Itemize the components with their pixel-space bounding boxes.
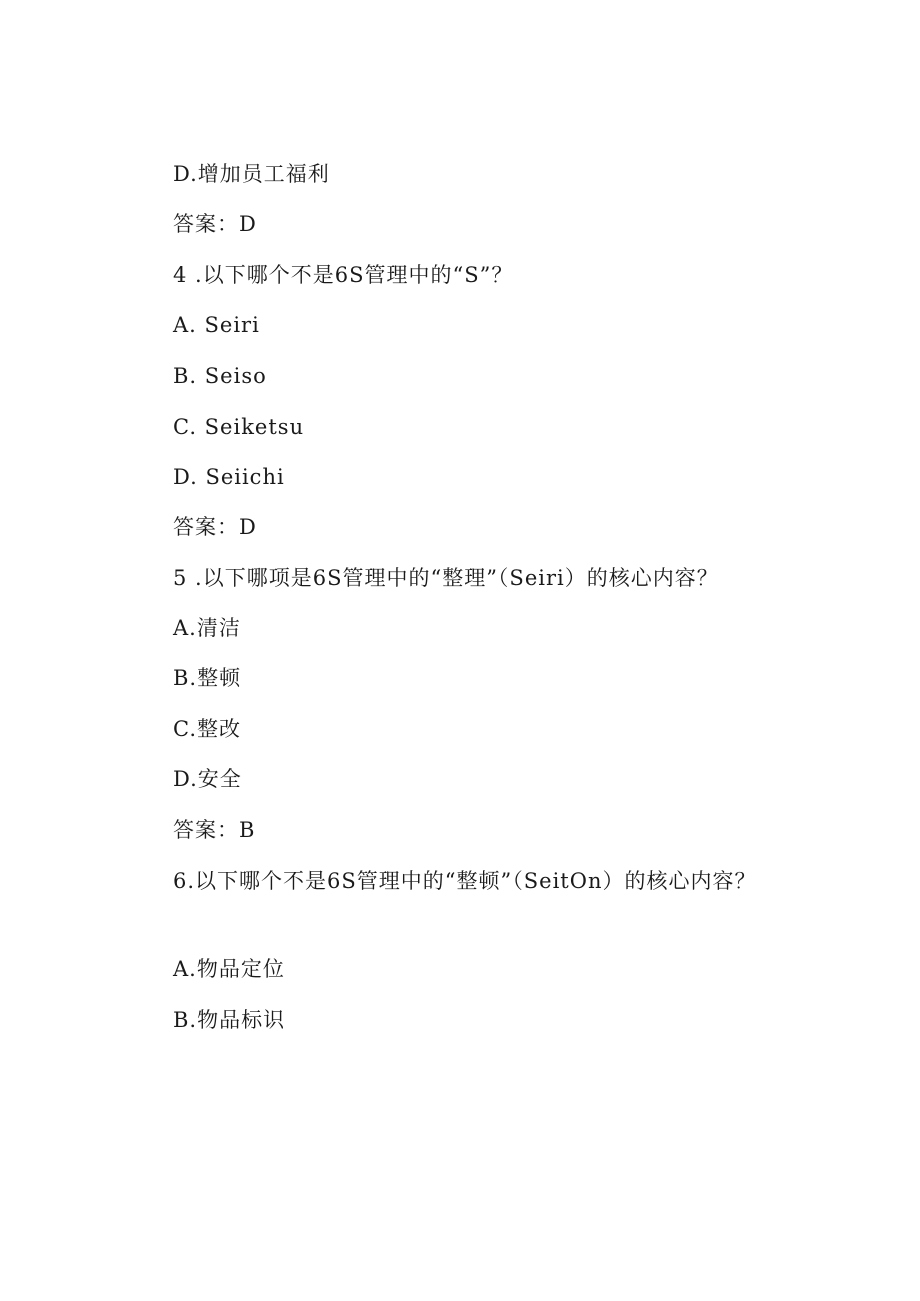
q5-option-a: A.清洁 — [173, 616, 241, 640]
q4-option-d: D. Seiichi — [173, 465, 285, 489]
q6-option-a: A.物品定位 — [173, 957, 285, 981]
q5-option-d: D.安全 — [173, 767, 242, 791]
q5-option-c: C.整改 — [173, 717, 241, 741]
q4-option-c: C. Seiketsu — [173, 415, 305, 439]
q5-answer: 答案：B — [173, 818, 256, 842]
q6-question: 6.以下哪个不是6S管理中的“整顿”（SeitOn）的核心内容？ — [173, 869, 757, 893]
q4-question: 4 .以下哪个不是6S管理中的“S”？ — [173, 263, 514, 287]
q4-answer: 答案：D — [173, 515, 257, 539]
q5-option-b: B.整顿 — [173, 666, 242, 690]
q4-option-a: A. Seiri — [173, 313, 260, 337]
q4-option-b: B. Seiso — [173, 364, 267, 388]
q3-option-d: D.增加员工福利 — [173, 162, 330, 186]
q3-answer: 答案：D — [173, 212, 257, 236]
q5-question: 5 .以下哪项是6S管理中的“整理”（Seiri）的核心内容？ — [173, 566, 719, 590]
q6-option-b: B.物品标识 — [173, 1008, 286, 1032]
